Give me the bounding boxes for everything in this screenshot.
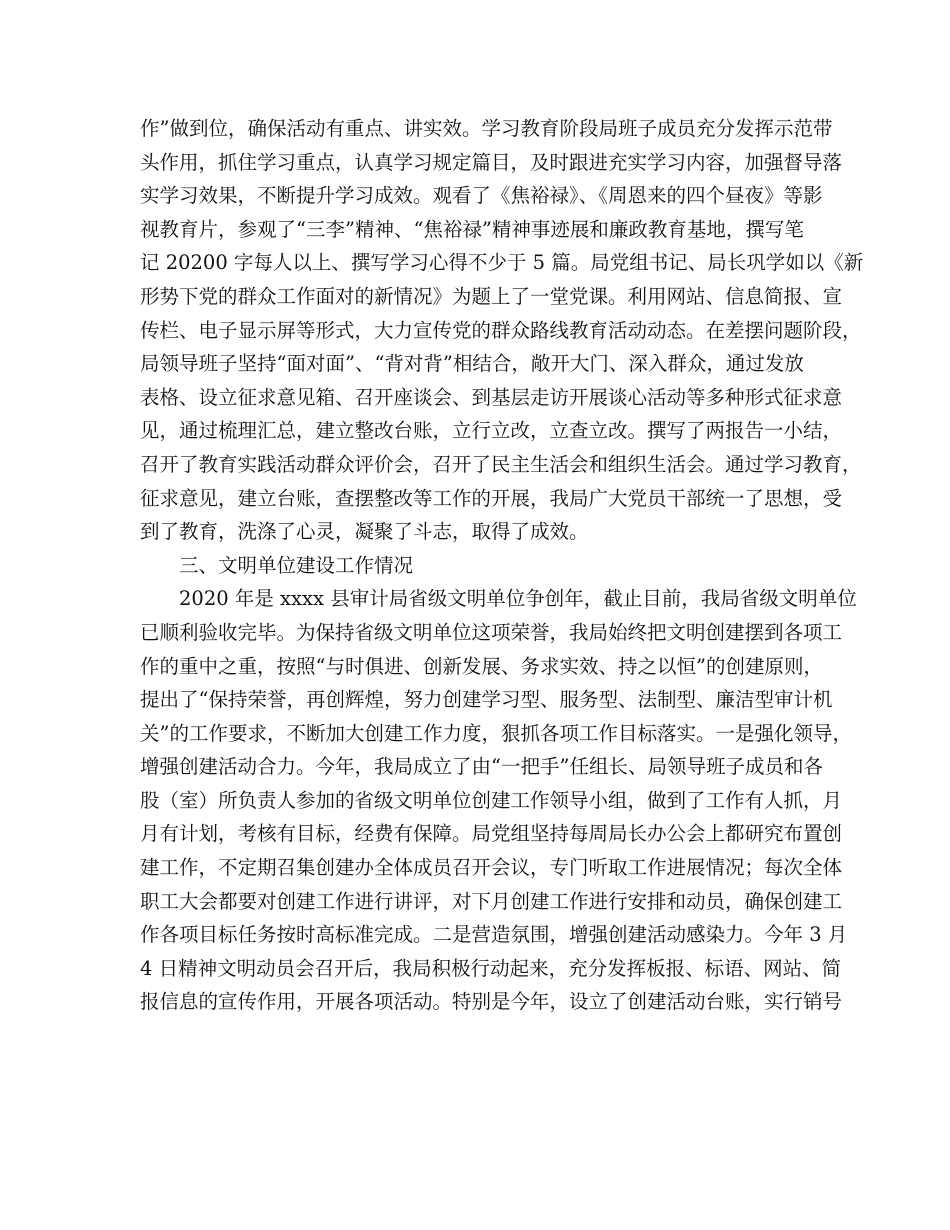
text-line: 记 20200 字每人以上、撰写学习心得不少于 5 篇。局党组书记、局长巩学如以《新 xyxy=(140,251,864,275)
section-heading: 三、文明单位建设工作情况 xyxy=(179,553,414,577)
paragraph-1 xyxy=(140,112,864,549)
text-line: 作各项目标任务按时高标准完成。二是营造氛围，增强创建活动感染力。今年 3 月 xyxy=(140,923,848,947)
text-line: 已顺利验收完毕。为保持省级文明单位这项荣誉，我局始终把文明创建摆到各项工 xyxy=(140,620,843,644)
document-body xyxy=(140,112,864,1019)
text-line: 见，通过梳理汇总，建立整改台账，立行立改，立查立改。撰写了两报告一小结， xyxy=(140,419,843,443)
text-line: 头作用，抓住学习重点，认真学习规定篇目，及时跟进充实学习内容，加强督导落 xyxy=(140,150,843,174)
text-line: 4 日精神文明动员会召开后，我局积极行动起来，充分发挥板报、标语、网站、简 xyxy=(140,956,842,980)
text-line: 形势下党的群众工作面对的新情况》为题上了一堂党课。利用网站、信息简报、宣 xyxy=(140,284,843,308)
text-line: 实学习效果，不断提升学习成效。观看了《焦裕禄》、《周恩来的四个昼夜》等影 xyxy=(140,184,823,208)
text-line: 增强创建活动合力。今年，我局成立了由“一把手”任组长、局领导班子成员和各 xyxy=(140,755,823,779)
text-line: 征求意见，建立台账，查摆整改等工作的开展，我局广大党员干部统一了思想，受 xyxy=(140,486,843,510)
text-line: 关”的工作要求，不断加大创建工作力度，狠抓各项工作目标落实。一是强化领导， xyxy=(140,721,852,745)
text-line: 传栏、电子显示屏等形式，大力宣传党的群众路线教育活动动态。在差摆问题阶段， xyxy=(140,318,862,342)
paragraph-2 xyxy=(140,582,857,1019)
text-line: 到了教育，洗涤了心灵，凝聚了斗志，取得了成效。 xyxy=(140,520,589,544)
text-line: 视教育片，参观了“三李”精神、“焦裕禄”精神事迹展和廉政教育基地，撰写笔 xyxy=(140,217,804,241)
text-line: 召开了教育实践活动群众评价会，召开了民主生活会和组织生活会。通过学习教育， xyxy=(140,452,862,476)
text-line: 2020 年是 xxxx 县审计局省级文明单位争创年，截止目前，我局省级文明单位 xyxy=(179,587,857,611)
text-line: 作的重中之重，按照“与时俱进、创新发展、务求实效、持之以恒”的创建原则， xyxy=(140,654,823,678)
text-line: 表格、设立征求意见箱、召开座谈会、到基层走访开展谈心活动等多种形式征求意 xyxy=(140,385,843,409)
text-line: 股（室）所负责人参加的省级文明单位创建工作领导小组，做到了工作有人抓，月 xyxy=(140,788,843,812)
text-line: 职工大会都要对创建工作进行讲评，对下月创建工作进行安排和动员，确保创建工 xyxy=(140,889,843,913)
text-line: 提出了“保持荣誉，再创辉煌，努力创建学习型、服务型、法制型、廉洁型审计机 xyxy=(140,688,833,712)
text-line: 局领导班子坚持“面对面”、“背对背”相结合，敞开大门、深入群众，通过发放 xyxy=(140,352,804,376)
text-line: 建工作，不定期召集创建办全体成员召开会议，专门听取工作进展情况；每次全体 xyxy=(140,856,843,880)
text-line: 月有计划，考核有目标，经费有保障。局党组坚持每周局长办公会上都研究布置创 xyxy=(140,822,843,846)
text-line: 报信息的宣传作用，开展各项活动。特别是今年，设立了创建活动台账，实行销号 xyxy=(140,990,843,1014)
text-line: 作”做到位，确保活动有重点、讲实效。学习教育阶段局班子成员充分发挥示范带 xyxy=(140,117,833,140)
